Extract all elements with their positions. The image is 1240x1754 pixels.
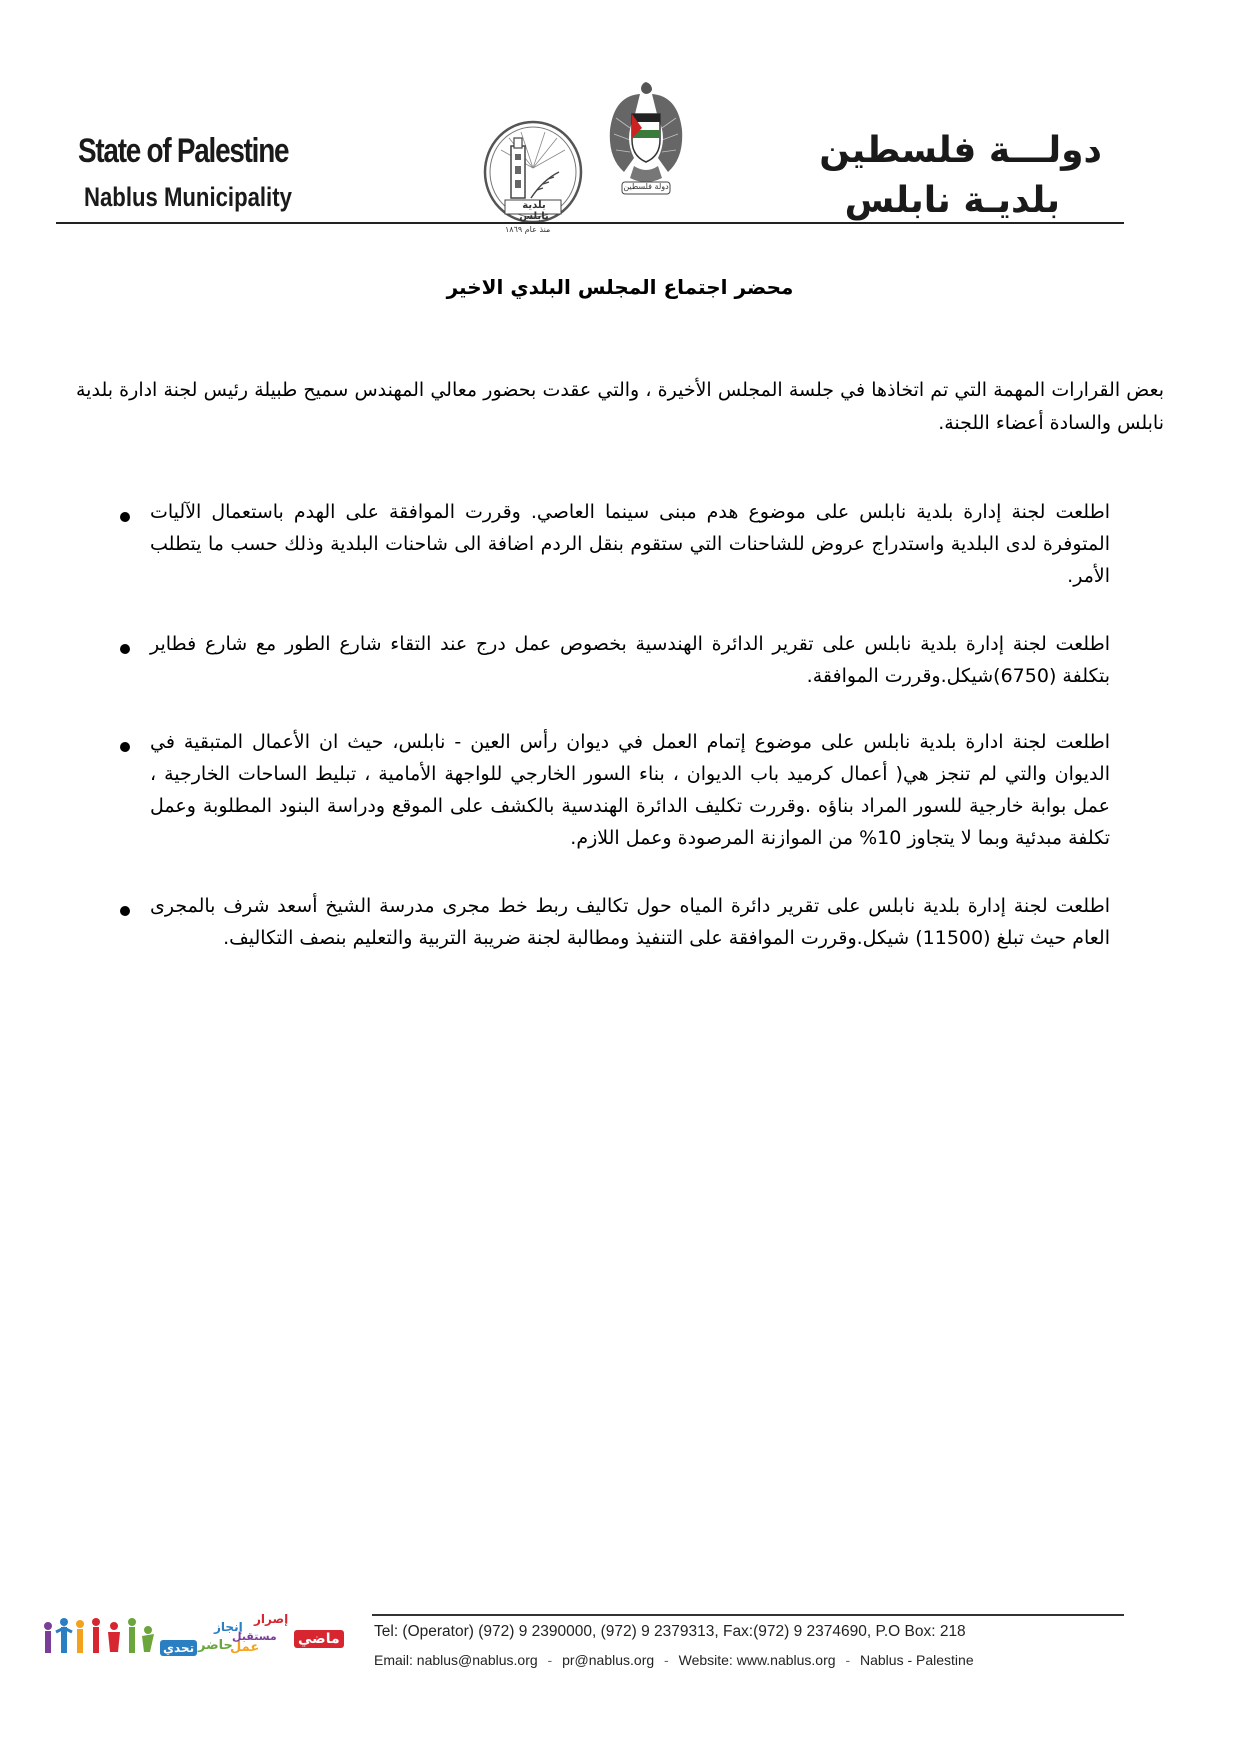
slogan-word-past: ماضي: [294, 1630, 344, 1648]
decision-item: اطلعت لجنة إدارة بلدية نابلس على تقرير الدائرة الهندسية بخصوص عمل درج عند التقاء شارع الطور مع شارع فطاير بتكلفة (6750)شيكل.وقررت الموافقة.: [150, 633, 1110, 687]
decision-item: اطلعت لجنة إدارة بلدية نابلس على موضوع هدم مبنى سينما العاصي. وقررت الموافقة على الهدم باستعمال الآليات المتوفرة لدى البلدية واستدراج عروض للشاحنات التي ستقوم بنقل الردم اضافة الى شاحنات البلدية وذلك حسب ما يتطلب الأمر.: [150, 501, 1110, 587]
slogan-word-persistence: إصرار: [254, 1612, 289, 1626]
slogan-word-achievement: إنجاز: [214, 1620, 243, 1634]
footer-email-row: Email: nablus@nablus.org - pr@nablus.org - Website: www.nablus.org - Nablus - Palestine: [374, 1652, 974, 1668]
header-arabic-subtitle: بلديـة نابلس: [844, 180, 1060, 221]
intro-paragraph: بعض القرارات المهمة التي تم اتخاذها في جلسة المجلس الأخيرة ، والتي عقدت بحضور معالي المهندس سميح طبيلة رئيس لجنة ادارة بلدية نابلس والسادة أعضاء اللجنة.: [76, 379, 1164, 434]
people-figures-icon: [42, 1612, 162, 1662]
bullet-icon: [120, 512, 130, 522]
palestine-eagle-emblem-icon: [604, 78, 688, 202]
footer-slogan-logo: [42, 1612, 340, 1666]
website-link[interactable]: www.nablus.org: [736, 1652, 836, 1668]
footer-contact-line: Tel: (Operator) (972) 9 2390000, (972) 9 2379313, Fax:(972) 9 2374690, P.O Box: 218: [374, 1623, 966, 1640]
email-label: Email:: [374, 1652, 413, 1668]
bullet-icon: [120, 742, 130, 752]
bullet-icon: [120, 644, 130, 654]
header-english-title: State of Palestine: [78, 132, 289, 170]
header-arabic-title: دولـــة فلسطين: [819, 130, 1102, 171]
eagle-caption: دولة فلسطين: [623, 182, 669, 191]
seal-established-label: منذ عام ١٨٦٩: [505, 225, 551, 234]
website-label: Website:: [678, 1652, 733, 1668]
document-title: محضر اجتماع المجلس البلدي الاخير: [446, 275, 794, 299]
email-link-pr[interactable]: pr@nablus.org: [562, 1652, 655, 1668]
slogan-word-future: مستقبل: [232, 1630, 277, 1643]
seal-caption: بلدية نابلس: [519, 200, 549, 222]
footer-location: Nablus - Palestine: [860, 1652, 974, 1668]
footer-divider: [372, 1614, 1124, 1616]
email-link-nablus[interactable]: nablus@nablus.org: [416, 1652, 538, 1668]
slogan-word-work: عمل: [230, 1640, 260, 1655]
header-divider: [56, 222, 1124, 224]
decision-item: اطلعت لجنة إدارة بلدية نابلس على تقرير دائرة المياه حول تكاليف ربط خط مجرى مدرسة الشيخ أسعد شرف بالمجرى العام حيث تبلغ (11500) شيكل.وقررت الموافقة على التنفيذ ومطالبة لجنة ضريبة التربية والتعليم بنصف التكاليف.: [150, 895, 1110, 949]
decision-item: اطلعت لجنة ادارة بلدية نابلس على موضوع إتمام العمل في ديوان رأس العين - نابلس، حيث ان الأعمال المتبقية في الديوان والتي لم تنجز هي( أعمال كرميد باب الديوان ، بناء السور الخارجي للواجهة الأمامية ، تبليط الساحات الخارجية ، عمل بوابة خارجية للسور المراد بناؤه .وقررت تكليف الدائرة الهندسية بالكشف على الموقع ودراسة البنود المطلوبة وعمل تكلفة مبدئية وبما لا يتجاوز 10% من الموازنة المرصودة وعمل اللازم.: [150, 731, 1110, 849]
slogan-word-present: حاضر: [198, 1638, 233, 1653]
slogan-word-challenge: تحدي: [160, 1640, 197, 1656]
header-english-subtitle: Nablus Municipality: [84, 182, 292, 212]
nablus-municipality-seal-icon: [481, 120, 585, 228]
bullet-icon: [120, 906, 130, 916]
